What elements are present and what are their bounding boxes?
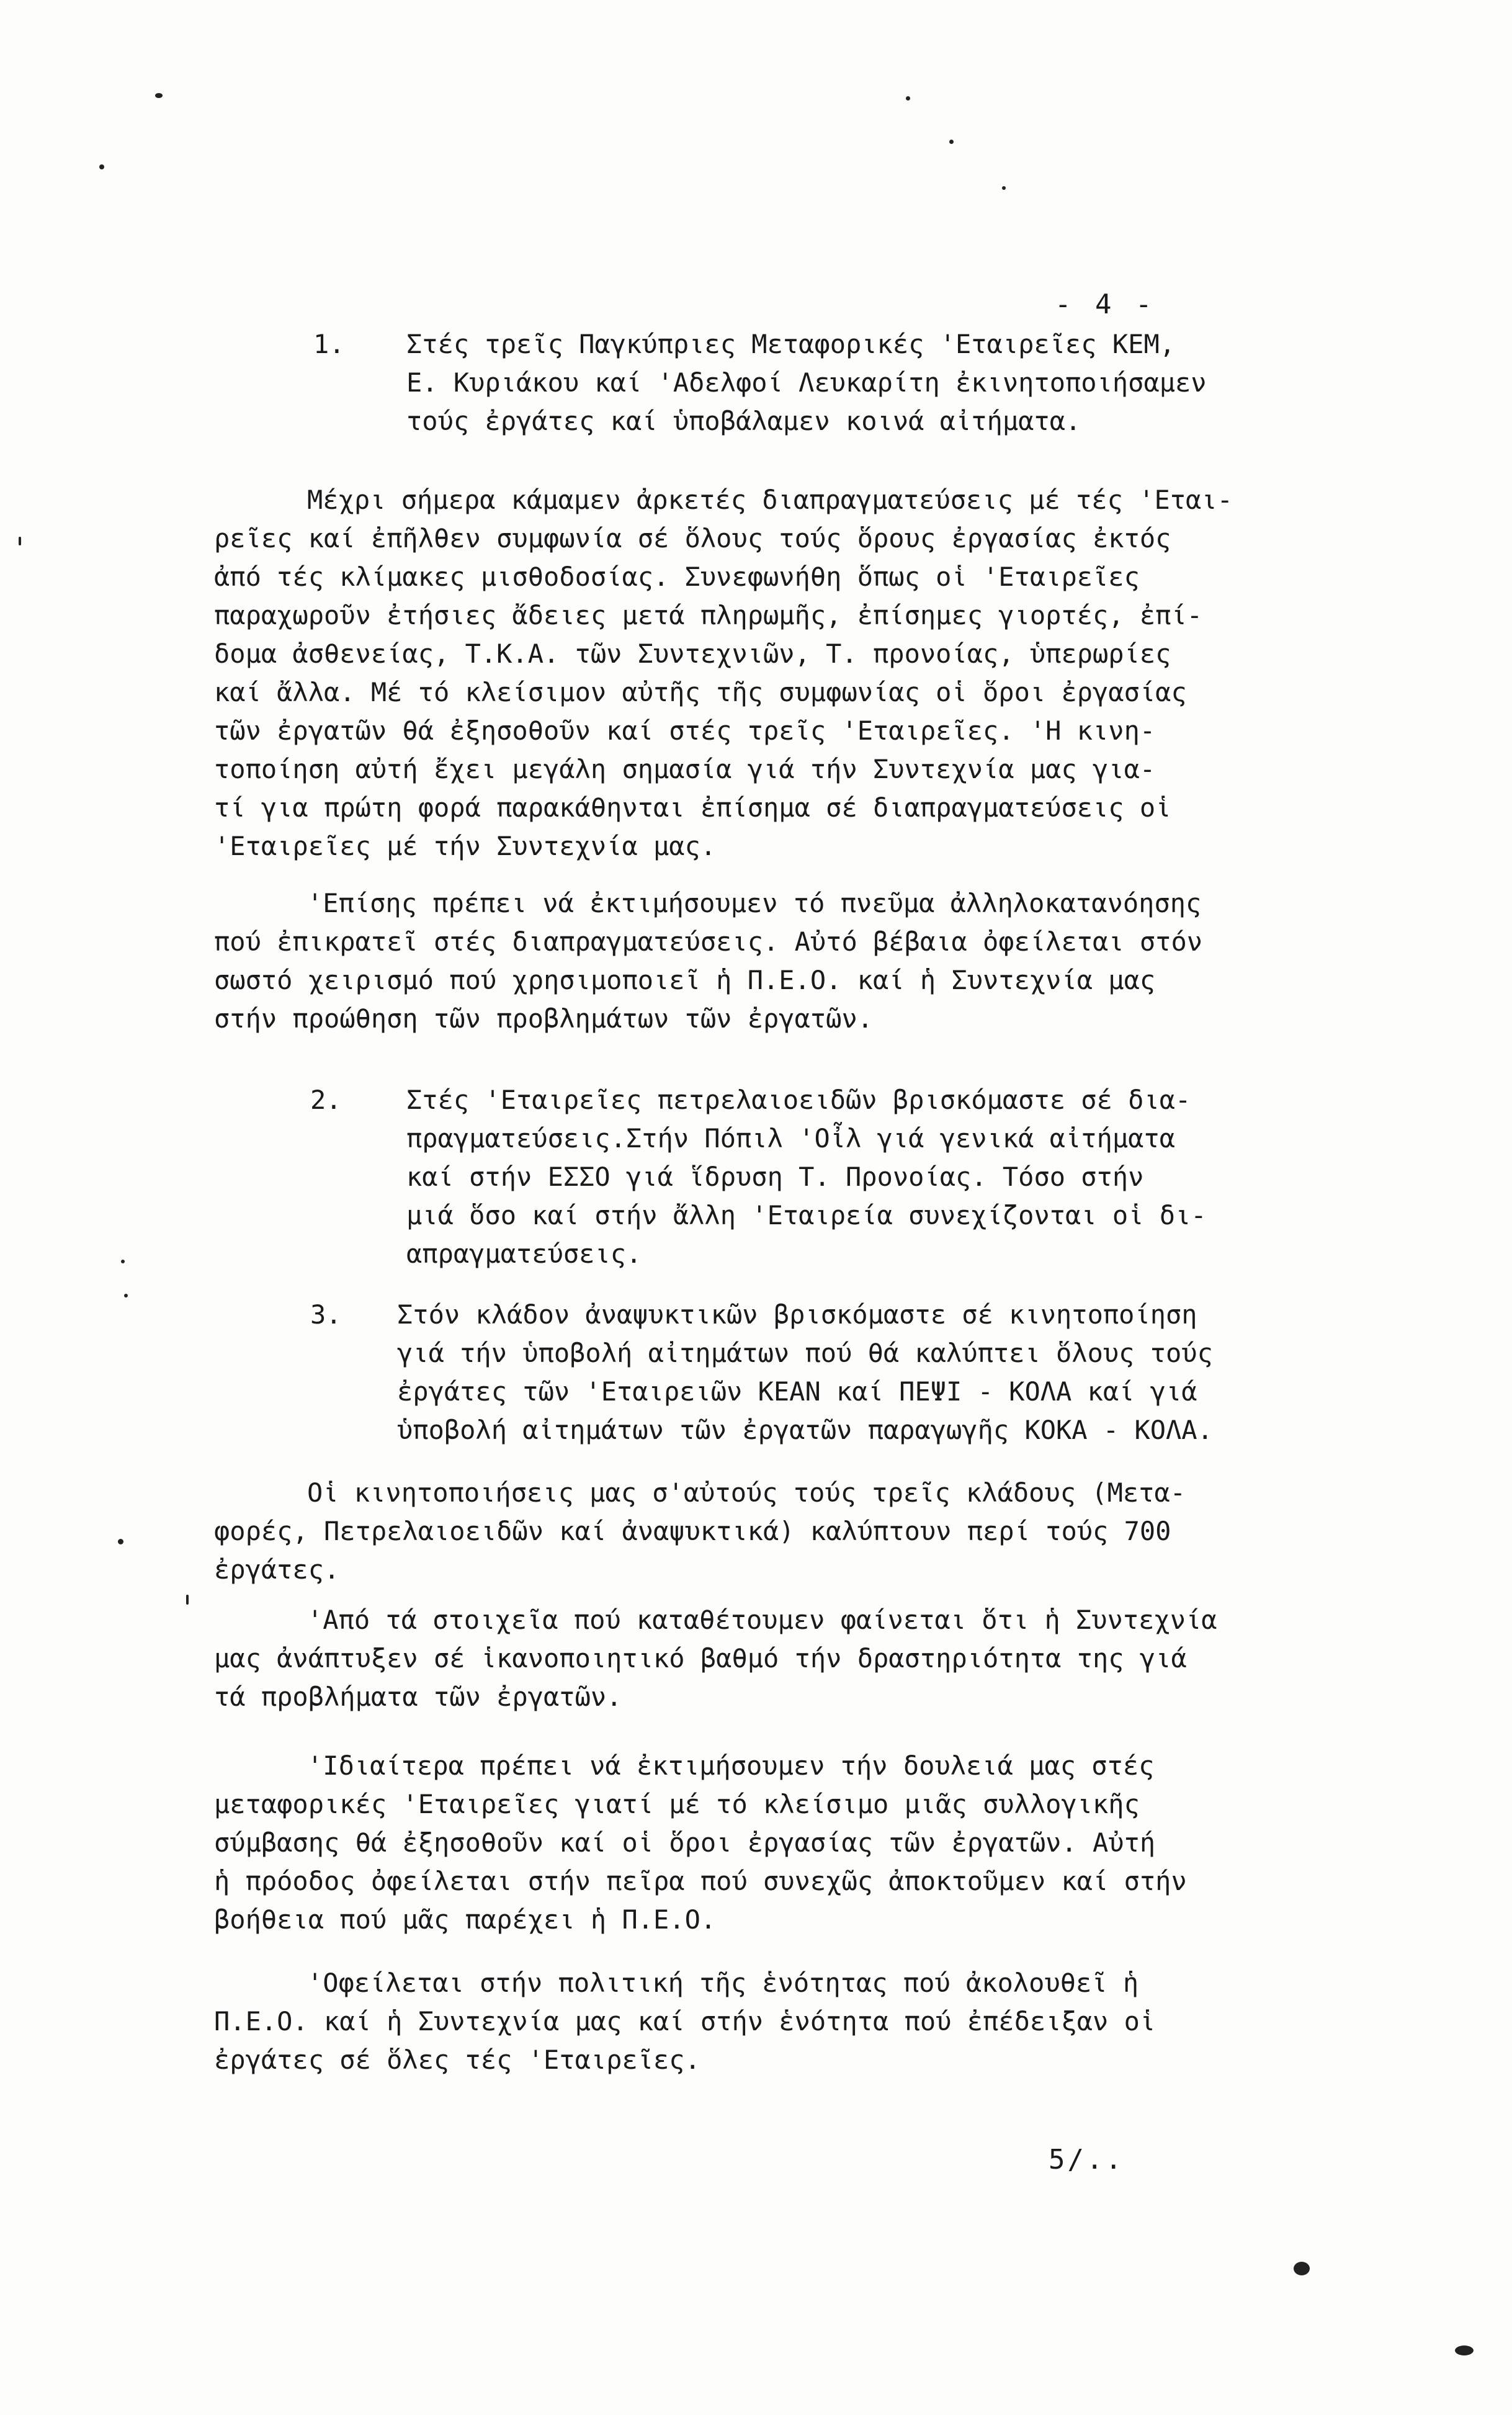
text-line: Οἱ κινητοποιήσεις μας σ'αὐτούς τούς τρεῖς κλάδους (Μετα- — [307, 1477, 1186, 1508]
text-line: ἐργάτες. — [214, 1554, 340, 1585]
text-line: τί για πρώτη φορά παρακάθηνται ἐπίσημα σέ διαπραγματεύσεις οἱ — [214, 792, 1171, 823]
text-line: τοποίηση αὐτή ἔχει μεγάλη σημασία γιά τήν Συντεχνία μας για- — [214, 754, 1156, 784]
text-line: Μέχρι σήμερα κάμαμεν ἀρκετές διαπραγματεύσεις μέ τές 'Εται- — [307, 485, 1233, 515]
paragraph-6 — [214, 1964, 1155, 2079]
text-line: πού ἐπικρατεῖ στές διαπραγματεύσεις. Αὐτό βέβαια ὀφείλεται στόν — [214, 926, 1203, 957]
text-line: ρεῖες καί ἐπῆλθεν συμφωνία σέ ὅλους τούς ὅρους ἐργασίας ἐκτός — [214, 523, 1171, 553]
text-line: τῶν ἐργατῶν θά ἐξησοθοῦν καί στές τρεῖς 'Εταιρεῖες. 'Η κινη- — [214, 715, 1156, 746]
page-number: - 4 - — [1055, 289, 1156, 320]
scan-speck — [124, 1294, 128, 1297]
text-line: 'Ιδιαίτερα πρέπει νά ἐκτιμήσουμεν τήν δουλειά μας στές — [307, 1750, 1155, 1781]
text-line: παραχωροῦν ἐτήσιες ἄδειες μετά πληρωμῆς, ἐπίσημες γιορτές, ἐπί- — [214, 600, 1203, 630]
item-3-number: 3. — [310, 1299, 342, 1330]
text-line: σωστό χειρισμό πού χρησιμοποιεῖ ἡ Π.Ε.Ο. καί ἡ Συντεχνία μας — [214, 965, 1156, 995]
scan-speck — [19, 537, 21, 545]
paragraph-4 — [214, 1601, 1217, 1716]
text-line: Στές 'Εταιρεῖες πετρελαιοειδῶν βρισκόμαστε σέ δια- — [406, 1085, 1191, 1115]
text-line: γιά τήν ὑποβολή αἰτημάτων πού θά καλύπτει ὅλους τούς — [397, 1338, 1213, 1368]
text-line: μας ἀνάπτυξεν σέ ἱκανοποιητικό βαθμό τήν δραστηριότητα της γιά — [214, 1643, 1187, 1673]
item-2-number: 2. — [310, 1085, 342, 1115]
item-1-number: 1. — [313, 329, 345, 359]
scan-speck — [1294, 2262, 1310, 2275]
text-line: καί στήν ΕΣΣΟ γιά ἵδρυση Τ. Προνοίας. Τόσο στήν — [406, 1162, 1144, 1192]
item-1-text — [406, 325, 1207, 441]
paragraph-3 — [214, 1474, 1186, 1589]
scan-speck — [118, 1539, 123, 1544]
text-line: τούς ἐργάτες καί ὑποβάλαμεν κοινά αἰτήματα. — [406, 406, 1081, 436]
text-line: 'Οφείλεται στήν πολιτική τῆς ἑνότητας πού ἀκολουθεῖ ἡ — [307, 1968, 1139, 1998]
text-line: ἡ πρόοδος ὀφείλεται στήν πεῖρα πού συνεχῶς ἀποκτοῦμεν καί στήν — [214, 1866, 1187, 1896]
scan-speck — [906, 96, 910, 101]
item-2-text — [406, 1081, 1207, 1273]
text-line: απραγματεύσεις. — [406, 1239, 642, 1269]
paragraph-2 — [214, 884, 1202, 1038]
text-line: ὑποβολή αἰτημάτων τῶν ἐργατῶν παραγωγῆς ΚΟΚΑ - ΚΟΛΑ. — [397, 1415, 1213, 1445]
continuation-reference: 5/.. — [1049, 2144, 1124, 2175]
scan-speck — [1002, 186, 1006, 190]
text-line: Στόν κλάδον ἀναψυκτικῶν βρισκόμαστε σέ κινητοποίηση — [397, 1299, 1197, 1330]
paragraph-1 — [214, 481, 1233, 866]
text-line: μεταφορικές 'Εταιρεῖες γιατί μέ τό κλείσιμο μιᾶς συλλογικῆς — [214, 1789, 1140, 1819]
item-3-text — [397, 1296, 1213, 1449]
scan-speck — [949, 140, 954, 144]
text-line: μιά ὅσο καί στήν ἄλλη 'Εταιρεία συνεχίζονται οἱ δι- — [406, 1200, 1207, 1230]
text-line: σύμβασης θά ἐξησοθοῦν καί οἱ ὅροι ἐργασίας τῶν ἐργατῶν. Αὐτή — [214, 1827, 1156, 1858]
text-line: Ε. Κυριάκου καί 'Αδελφοί Λευκαρίτη ἐκινητοποιήσαμεν — [406, 367, 1207, 398]
text-line: καί ἄλλα. Μέ τό κλείσιμον αὐτῆς τῆς συμφωνίας οἱ ὅροι ἐργασίας — [214, 677, 1187, 707]
scan-speck — [1455, 2346, 1474, 2355]
scan-speck — [121, 1260, 125, 1263]
text-line: 'Εταιρεῖες μέ τήν Συντεχνία μας. — [214, 831, 717, 861]
text-line: Στές τρεῖς Παγκύπριες Μεταφορικές 'Εταιρεῖες ΚΕΜ, — [406, 329, 1176, 359]
text-line: ἐργάτες σέ ὅλες τές 'Εταιρεῖες. — [214, 2045, 700, 2075]
text-line: φορές, Πετρελαιοειδῶν καί ἀναψυκτικά) καλύπτουν περί τούς 700 — [214, 1516, 1171, 1546]
scan-speck — [99, 164, 104, 169]
text-line: στήν προώθηση τῶν προβλημάτων τῶν ἐργατῶν. — [214, 1003, 874, 1034]
text-line: τά προβλήματα τῶν ἐργατῶν. — [214, 1682, 622, 1712]
text-line: πραγματεύσεις.Στήν Πόπιλ 'Οἶλ γιά γενικά αἰτήματα — [406, 1123, 1176, 1154]
text-line: ἐργάτες τῶν 'Εταιρειῶν ΚΕΑΝ καί ΠΕΨΙ - ΚΟΛΑ καί γιά — [397, 1376, 1197, 1407]
text-line: 'Επίσης πρέπει νά ἐκτιμήσουμεν τό πνεῦμα ἀλληλοκατανόησης — [307, 888, 1202, 918]
text-line: βοήθεια πού μᾶς παρέχει ἡ Π.Ε.Ο. — [214, 1904, 717, 1935]
text-line: ἀπό τές κλίμακες μισθοδοσίας. Συνεφωνήθη ὅπως οἱ 'Εταιρεῖες — [214, 562, 1140, 592]
text-line: δομα ἀσθενείας, Τ.Κ.Α. τῶν Συντεχνιῶν, Τ. προνοίας, ὑπερωρίες — [214, 638, 1171, 669]
scan-speck — [155, 93, 163, 98]
text-line: Π.Ε.Ο. καί ἡ Συντεχνία μας καί στήν ἑνότητα πού ἐπέδειξαν οἱ — [214, 2006, 1156, 2036]
text-line: 'Από τά στοιχεῖα πού καταθέτουμεν φαίνεται ὅτι ἡ Συντεχνία — [307, 1605, 1217, 1635]
scan-speck — [186, 1595, 189, 1605]
paragraph-5 — [214, 1747, 1187, 1939]
